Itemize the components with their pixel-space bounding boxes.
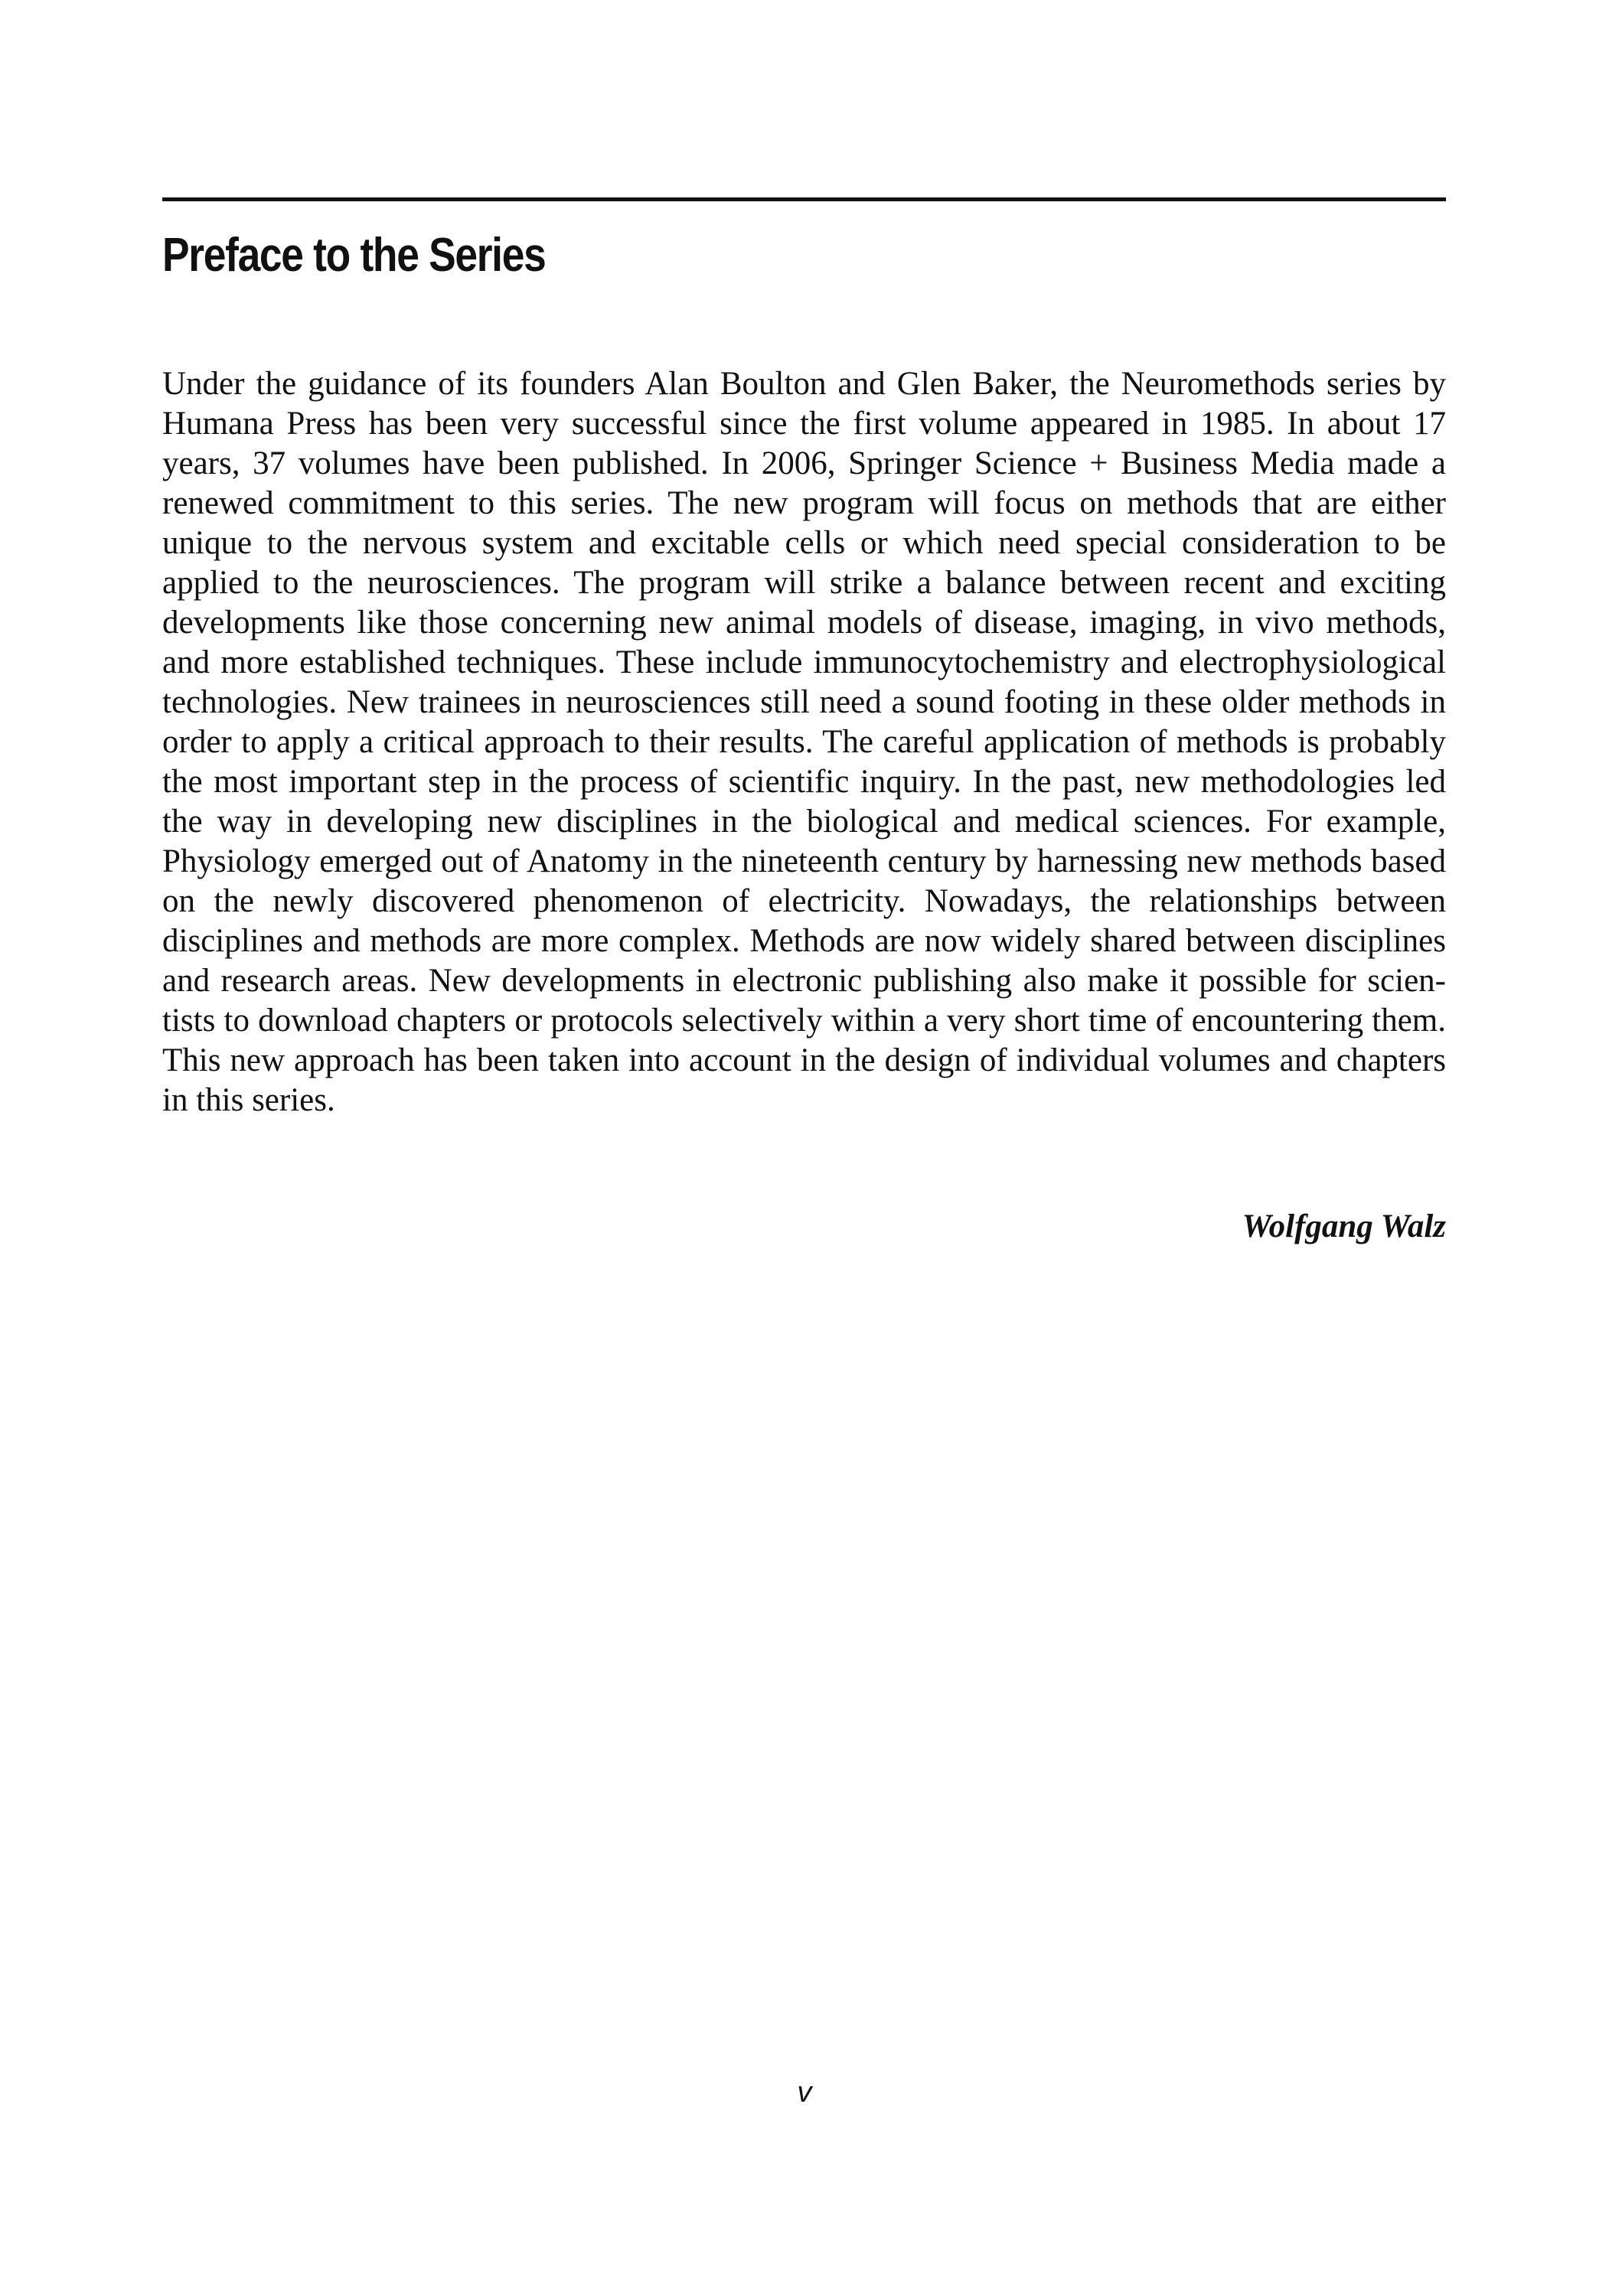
preface-paragraph: Under the guidance of its founders Alan Boulton and Glen Baker, the Neuromethods series by Humana Press has been very successful since the first volume appeared in 1985. In about 17 years, 37 volumes have been published. In 2006, Springer Science + Business Media made a renewed commitment to this series. The new program will focus on methods that are either unique to the nervous system and excitable cells or which need special consideration to be applied to the neurosciences. The program will strike a balance between recent and exciting developments like those concerning new animal models of disease, imaging, in vivo methods, and more established techniques. These include immunocytochemistry and electrophysiological technologies. New trainees in neurosciences still need a sound footing in these older methods in order to apply a critical approach to their results. The careful application of methods is probably the most important step in the process of scientific inquiry. In the past, new methodologies led the way in developing new disciplines in the biological and medical sciences. For example, Physiology emerged out of Anatomy in the nineteenth century by harnessing new methods based on the newly discovered phenomenon of electricity. Nowadays, the relationships between disciplines and methods are more complex. Methods are now widely shared between disciplines and research areas. New developments in electronic publishing also make it possible for scientists to download chapters or protocols selectively within a very short time of encountering them. This new approach has been taken into account in the design of individual volumes and chapters in this series. bbox=[162, 366, 1446, 1118]
author-signature: Wolfgang Walz bbox=[1242, 1208, 1446, 1244]
header-rule bbox=[162, 197, 1446, 201]
page-title: Preface to the Series bbox=[162, 229, 546, 282]
page-number: v bbox=[797, 2076, 812, 2108]
